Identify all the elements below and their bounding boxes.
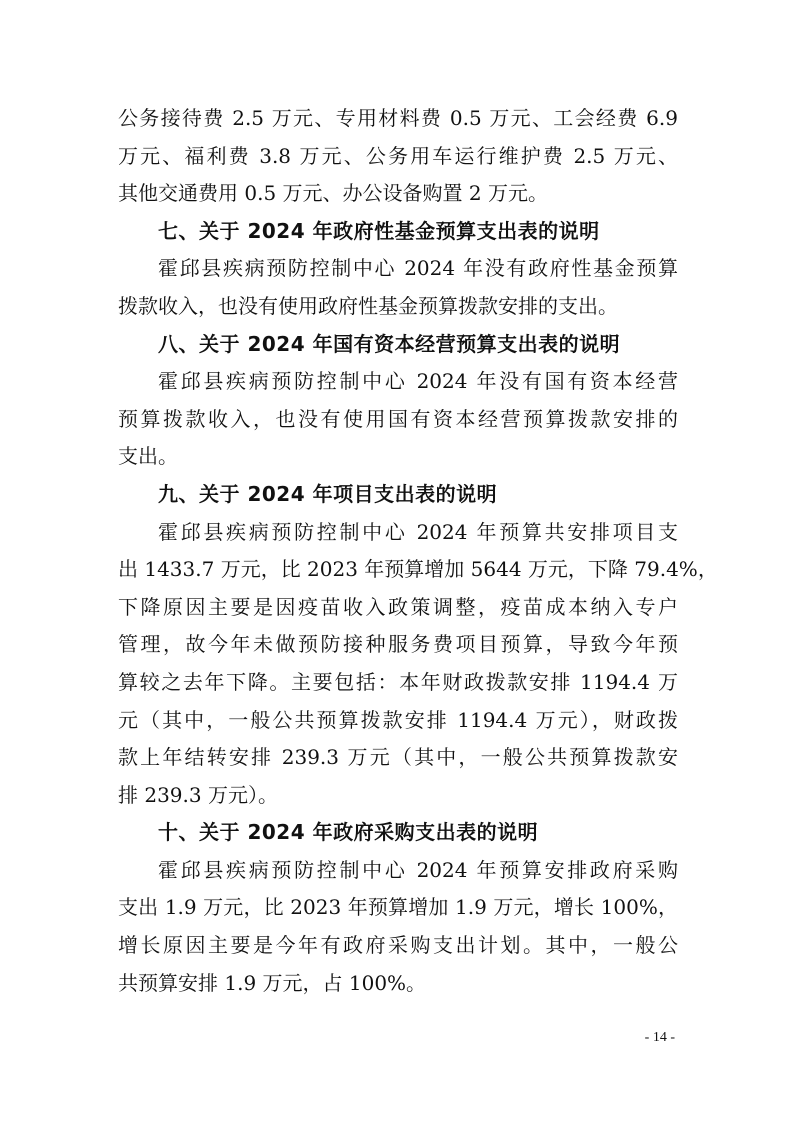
- body-line: 公务接待费 2.5 万元、专用材料费 0.5 万元、工会经费 6.9: [118, 106, 678, 130]
- body-line: 增长原因主要是今年有政府采购支出计划。其中，一般公: [118, 933, 678, 958]
- body-line: 预算拨款收入，也没有使用国有资本经营预算拨款安排的: [118, 406, 678, 431]
- section-heading-10: 十、关于 2024 年政府采购支出表的说明: [158, 820, 539, 845]
- body-line: 霍邱县疾病预防控制中心 2024 年预算共安排项目支: [158, 519, 678, 544]
- body-line: 款上年结转安排 239.3 万元（其中，一般公共预算拨款安: [118, 745, 678, 770]
- body-line: 排 239.3 万元）。: [118, 782, 278, 807]
- body-line: 拨款收入，也没有使用政府性基金预算拨款安排的支出。: [118, 293, 618, 318]
- body-line: 下降原因主要是因疫苗收入政策调整，疫苗成本纳入专户: [118, 594, 678, 619]
- body-line: 元（其中，一般公共预算拨款安排 1194.4 万元），财政拨: [118, 707, 678, 732]
- body-line: 支出。: [118, 444, 178, 469]
- section-heading-8: 八、关于 2024 年国有资本经营预算支出表的说明: [158, 331, 621, 356]
- section-heading-9: 九、关于 2024 年项目支出表的说明: [158, 481, 498, 506]
- document-body: [118, 100, 718, 1002]
- body-line: 其他交通费用 0.5 万元、办公设备购置 2 万元。: [118, 181, 548, 206]
- body-line: 霍邱县疾病预防控制中心 2024 年没有政府性基金预算: [158, 256, 678, 281]
- body-line: 管理，故今年未做预防接种服务费项目预算，导致今年预: [118, 632, 678, 657]
- body-line: 共预算安排 1.9 万元，占 100%。: [118, 970, 427, 995]
- page-number: - 14 -: [644, 1030, 675, 1045]
- section-heading-7: 七、关于 2024 年政府性基金预算支出表的说明: [158, 218, 600, 243]
- body-line: 出 1433.7 万元，比 2023 年预算增加 5644 万元，下降 79.4%，: [118, 557, 718, 582]
- body-line: 万元、福利费 3.8 万元、公务用车运行维护费 2.5 万元、: [118, 143, 678, 168]
- body-line: 霍邱县疾病预防控制中心 2024 年没有国有资本经营: [158, 369, 678, 394]
- body-line: 算较之去年下降。主要包括：本年财政拨款安排 1194.4 万: [118, 669, 678, 694]
- body-line: 霍邱县疾病预防控制中心 2024 年预算安排政府采购: [158, 857, 678, 882]
- body-line: 支出 1.9 万元，比 2023 年预算增加 1.9 万元，增长 100%，: [118, 895, 678, 920]
